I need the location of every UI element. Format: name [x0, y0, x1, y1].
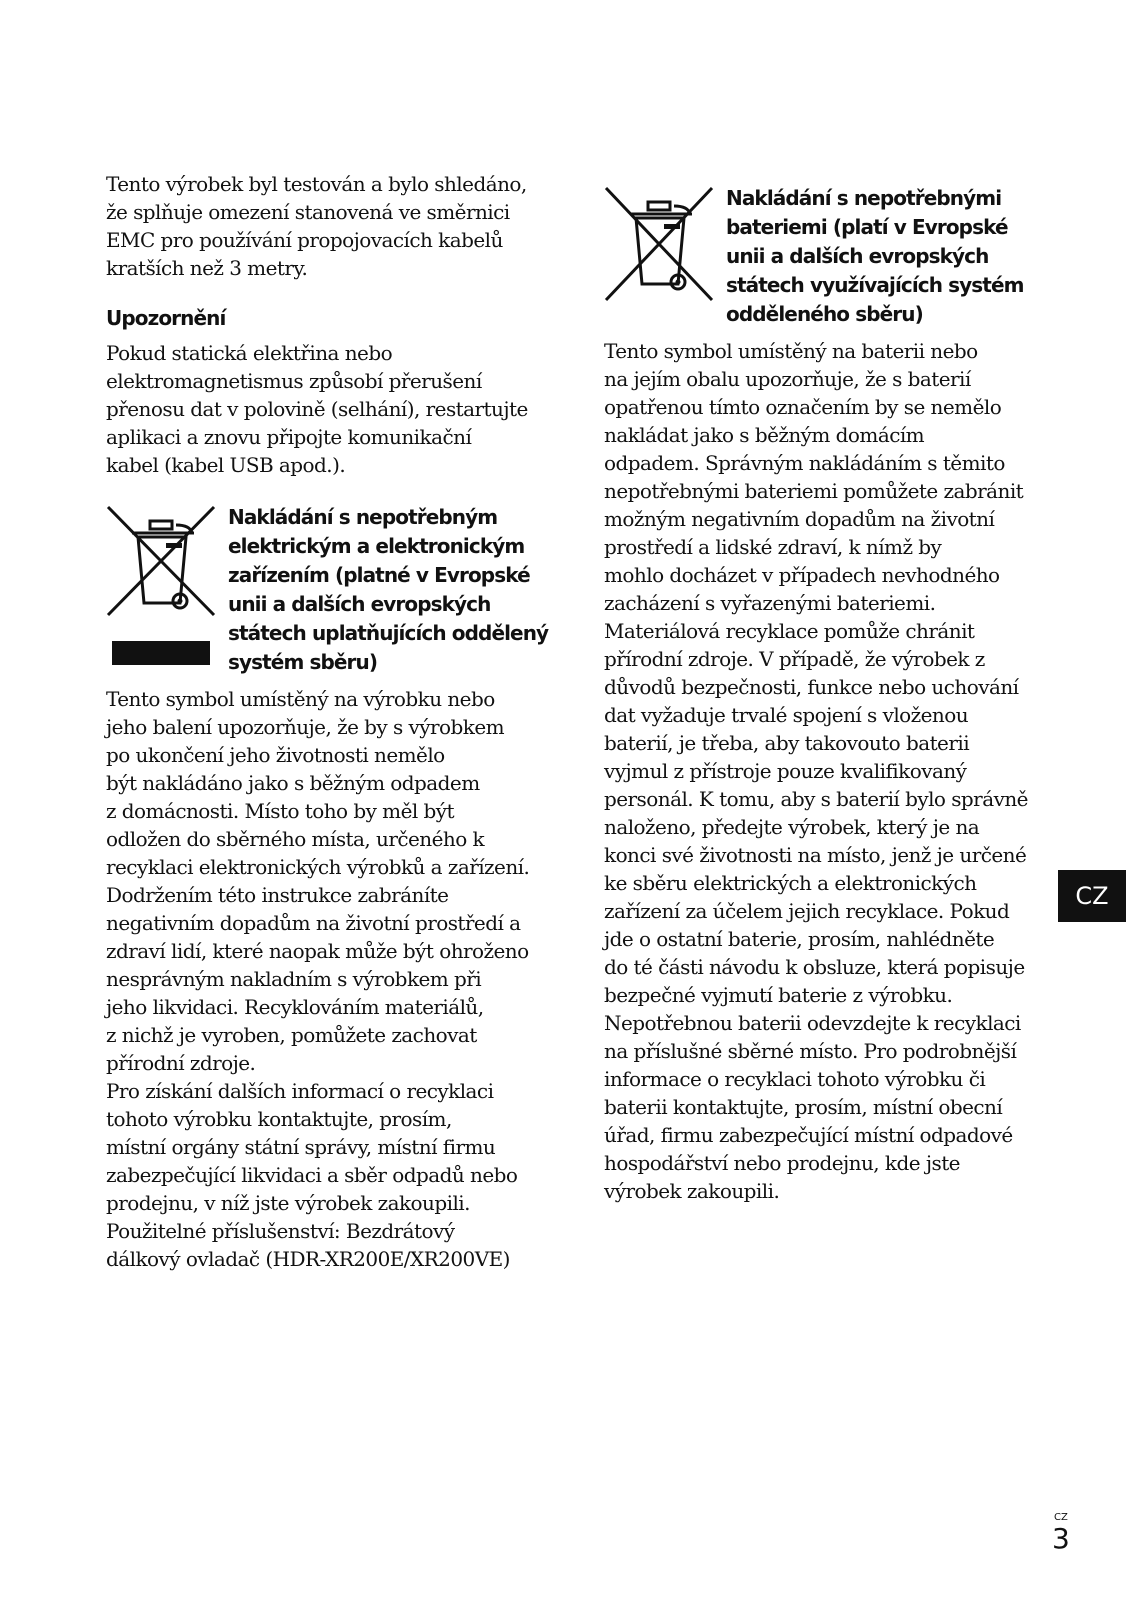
warning-text: Pokud statická elektřina nebo elektromagnetismus způsobí přerušení přenosu dat v polovině (selhání), restartujte aplikaci a znovu připojte komunikační kabel (kabel USB apod.). [106, 341, 528, 477]
battery-heading: Nakládání s nepotřebnými bateriemi (platí v Evropské unii a dalších evropských státech využívajících systém oddělené​ho sběru) [726, 186, 1024, 326]
right-column [604, 170, 1044, 1205]
battery-text: Tento symbol umístěný na baterii nebo na jejím obalu upozorňuje, že s baterií opatřenou tímto označením by se nemělo nakládat jako s běžným domácím odpadem. Správným nakládáním s těmito nepotřebnými bateriemi pomůžete zabránit možným negativním dopadům na životní prostředí a lidské zdraví, k nímž by mohlo docházet v případech nevhodného zacházení s vyřazenými bateriemi. Materiálová recyklace pomůže chránit přírodní zdroje. V případě, že výrobek z důvodů bezpečnosti, funkce nebo uchování dat vyžaduje trvalé spojení s vloženou baterií, je třeba, aby takovouto baterii vyjmul z přístroje pouze kvalifikovaný personál. K tomu, aby s baterií bylo správně naloženo, předejte výrobek, který je na konci své životnosti na místo, jenž je určené ke sběru elektrických a elektronických zařízení za účelem jejich recyklace. Pokud jde o ostatní baterie, prosím, nahlédněte do té části návodu k obsluze, která popisuje bezpečné vyjmutí baterie z výrobku. Nepotřebnou baterii odevzdejte k recyklaci na příslušné sběrné místo. Pro podrobnější informace o recyklaci tohoto výrobku či baterii kontaktujte, prosím, místní obecní úřad, firmu zabezpečující místní odpadové hospodářství nebo prodejnu, kde jste výrobek zakoupili. [604, 339, 1028, 1203]
left-column [106, 170, 558, 1273]
battery-bin-icon [604, 184, 716, 308]
warning-heading: Upozornění [106, 306, 226, 330]
battery-notice [604, 184, 1044, 329]
weee-notice [106, 503, 558, 677]
emc-intro-text: Tento výrobek byl testován a bylo shledáno, že splňuje omezení stanovená ve směrnici EMC pro používání propojovacích kabelů kratších než 3 metry. [106, 172, 527, 280]
weee-bin-icon [106, 503, 218, 675]
weee-text: Tento symbol umístěný na výrobku nebo jeho balení upozorňuje, že by s výrobkem po ukončení jeho životnosti nemělo být nakládáno jako s běžným odpadem z domácnosti. Místo toho by měl být odložen do sběrného místa, určeného k recyklaci elektronických výrobků a zařízení. Dodržením této instrukce zabráníte negativním dopadům na životní prostředí a zdraví lidí, které naopak může být ohroženo nesprávným nakladním s výrobkem při jeho likvidaci. Recyklováním materiálů, z nichž je vyroben, pomůžete zachovat přírodní zdroje. Pro získání dalších informací o recyklaci tohoto výrobku kontaktujte, prosím, místní orgány státní správy, místní firmu zabezpečující likvidaci a sběr odpadů nebo prodejnu, v níž jste výrobek zakoupili. Použitelné příslušenství: Bezdrátový dálkový ovladač (HDR-XR200E/XR200VE) [106, 687, 530, 1271]
page-number: 3 [1052, 1522, 1070, 1555]
language-tab: CZ [1058, 870, 1126, 922]
weee-heading: Nakládání s nepotřebným elektrickým a elektronickým zařízením (platné v Evropské unii a dalších evropských státech uplatňujících oddělený systém sběru) [228, 505, 549, 674]
page-language-label: CZ [1054, 1512, 1068, 1523]
